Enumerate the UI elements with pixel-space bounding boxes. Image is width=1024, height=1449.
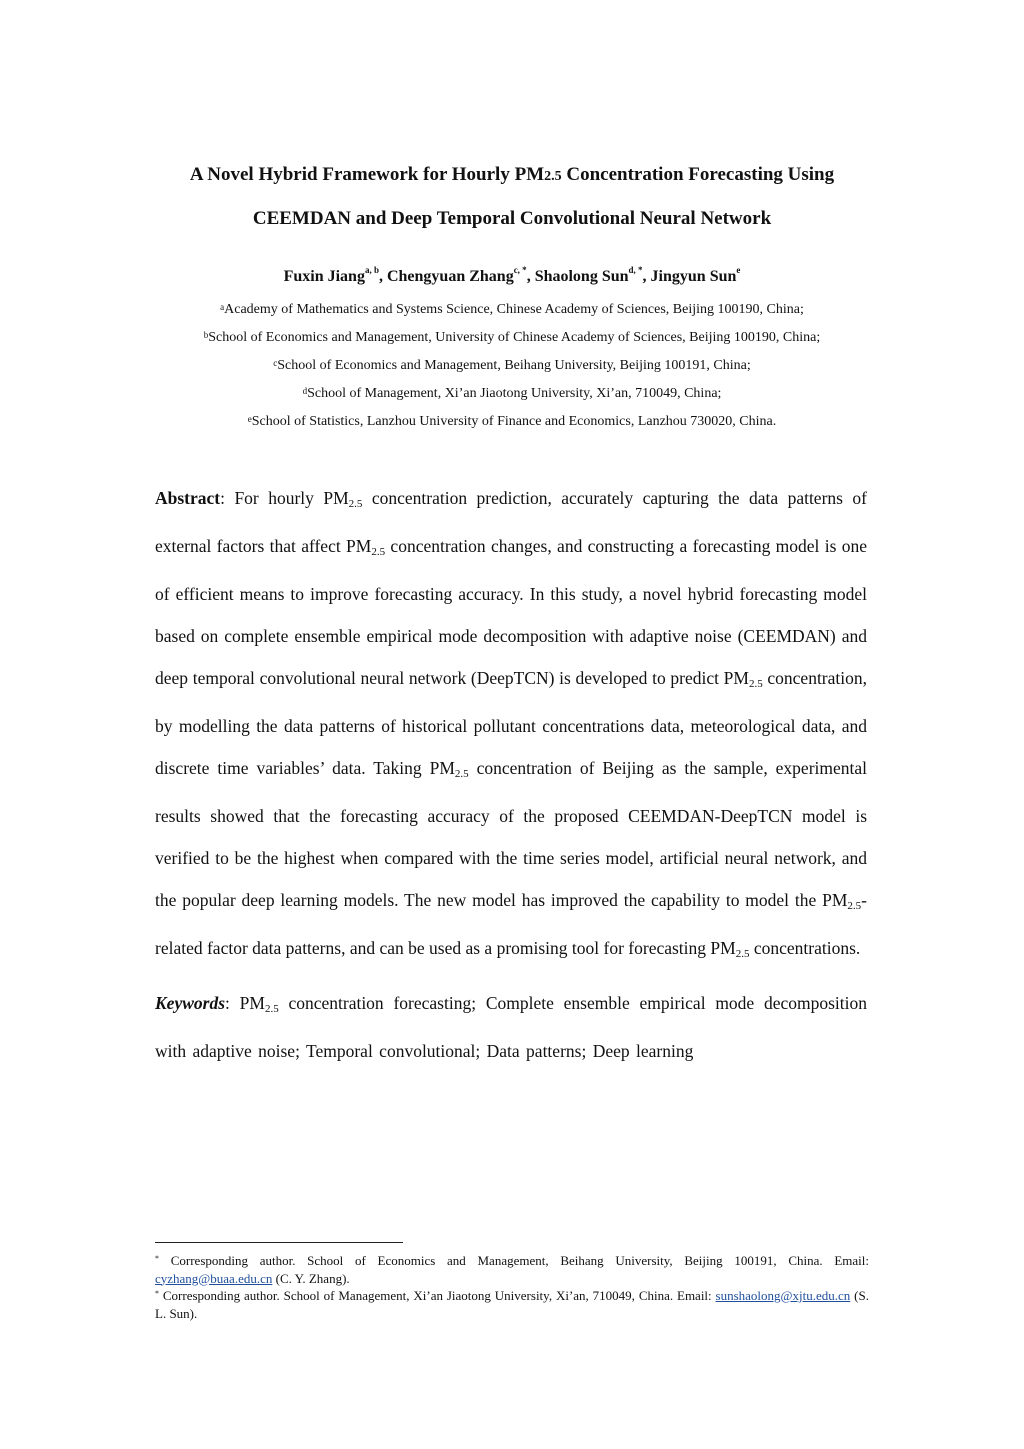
abstract-label: Abstract — [155, 488, 221, 508]
abstract: Abstract: For hourly $PM_{2.5}$ concentration prediction, accurately capturing the data patterns of external factors that affect $PM_{2.5}$ concentration changes, and constructing a forecasting model is one of efficient means to improve forecasting accuracy. In this study, a novel hybrid forecasting model based on complete ensemble empirical mode decomposition with adaptive noise (CEEMDAN) and deep temporal convolutional neural network (DeepTCN) is developed to predict $PM_{2.5}$ concentration, by modelling the data patterns of historical pollutant concentrations data, meteorological data, and discrete time variables’ data. Taking $PM_{2.5}$ concentration of Beijing as the sample, experimental results showed that the forecasting accuracy of the proposed CEEMDAN-DeepTCN model is verified to be the highest when compared with the time series model, artificial neural network, and the popular deep learning models. The new model has improved the capability to model the $PM_{2.5}$-related factor data patterns, and can be used as a promising tool for forecasting $PM_{2.5}$ concentrations. — [155, 488, 868, 960]
title-line-2: CEEMDAN and Deep Temporal Convolutional Neural Network — [252, 208, 772, 229]
author-marks: e — [736, 265, 741, 275]
footnote: * Corresponding author. School of Management, Xi’an Jiaotong University, Xi’an, 710049, China. Email: sunshaolong@xjtu.edu.cn (S. L. Sun). — [155, 1288, 869, 1321]
footnotes — [155, 1252, 869, 1322]
affiliation: $^b$School of Economics and Management, University of Chinese Academy of Sciences, Beijing 100190, China; — [203, 330, 821, 345]
affiliation: $^c$School of Economics and Management, Beihang University, Beijing 100191, China; — [273, 358, 751, 373]
author-name: Fuxin Jiang — [283, 268, 365, 285]
author-marks: a, b — [364, 265, 379, 275]
author-marks: d, * — [628, 265, 643, 275]
affiliation: $^e$School of Statistics, Lanzhou University of Finance and Economics, Lanzhou 730020, China. — [247, 414, 777, 429]
affiliation: $^a$Academy of Mathematics and Systems Science, Chinese Academy of Sciences, Beijing 100190, China; — [220, 302, 804, 317]
keywords: Keywords: $PM_{2.5}$ concentration forecasting; Complete ensemble empirical mode decomposition with adaptive noise; Temporal convolutional; Data patterns; Deep learning — [155, 993, 868, 1061]
footnote-rule — [155, 1242, 403, 1243]
author-name: Jingyun Sun — [650, 268, 737, 285]
paper-title — [120, 154, 904, 240]
keywords-label: Keywords — [155, 993, 225, 1013]
author-name: Shaolong Sun — [534, 268, 629, 285]
author-marks: c, * — [513, 265, 527, 275]
email-link[interactable]: sunshaolong@xjtu.edu.cn — [715, 1288, 851, 1303]
footnote: * Corresponding author. School of Economics and Management, Beihang University, Beijing 100191, China. Email: cyzhang@buaa.edu.cn (C. Y. Zhang). — [155, 1253, 869, 1286]
title-line-1: A Novel Hybrid Framework for Hourly PM2.5 Concentration Forecasting Using — [189, 164, 835, 185]
author-list: Fuxin Jiang$^{a, b}$, Chengyuan Zhang$^{c, *}$, Shaolong Sun$^{d, *}$, Jingyun Sun$^e$ — [283, 265, 741, 285]
affiliation: $^d$School of Management, Xi’an Jiaotong University, Xi’an, 710049, China; — [302, 386, 722, 401]
affiliation-list — [120, 296, 904, 436]
author-name: Chengyuan Zhang — [386, 268, 514, 285]
email-link[interactable]: cyzhang@buaa.edu.cn — [155, 1270, 273, 1286]
